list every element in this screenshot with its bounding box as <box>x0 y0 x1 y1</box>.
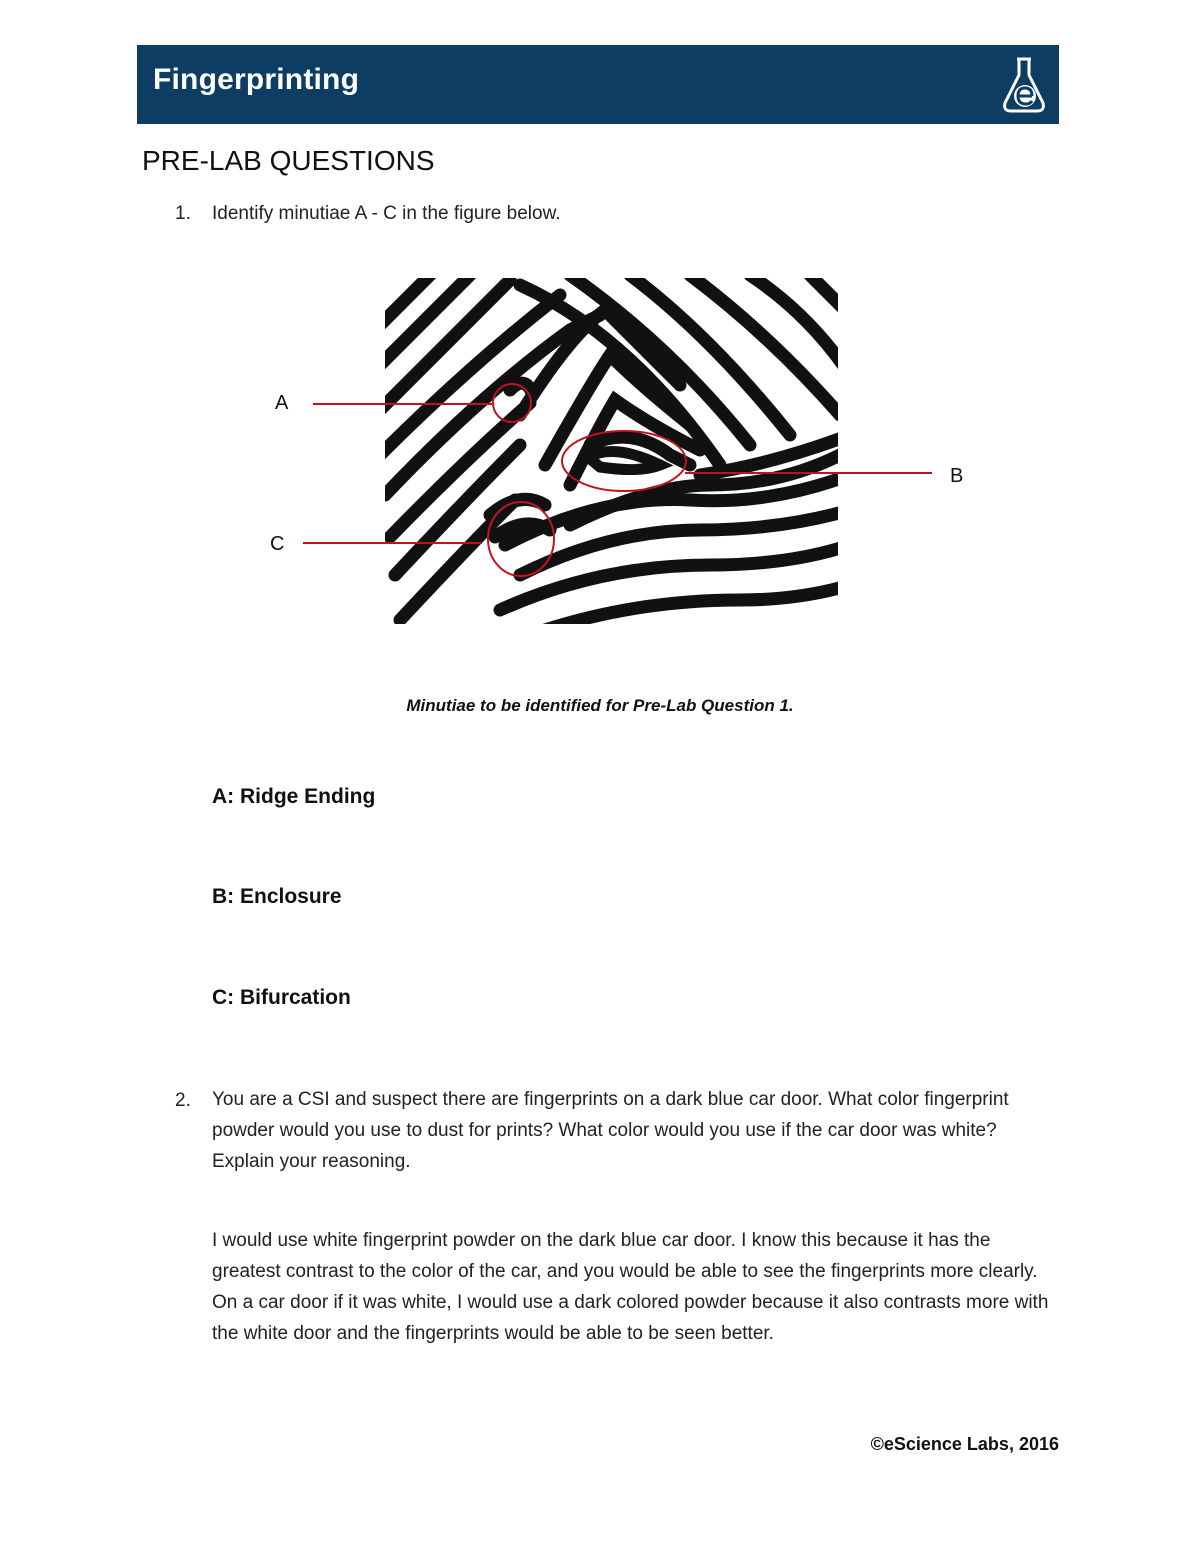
figure-caption: Minutiae to be identified for Pre-Lab Question 1. <box>406 696 794 715</box>
answer-a: A: Ridge Ending <box>212 785 376 808</box>
question-2-answer: I would use white fingerprint powder on the dark blue car door. I know this because it has the greatest contrast to the color of the car, and you would be able to see the fingerprints more clearly. On a car door if it was white, I would use a dark colored powder because it also contrasts more with the white door and the fingerprints would be able to be seen better. <box>212 1230 1049 1344</box>
answer-b: B: Enclosure <box>212 885 342 908</box>
fingerprint-figure <box>270 275 990 627</box>
figure-label-b: B <box>950 465 964 487</box>
header-title: Fingerprinting <box>153 63 360 96</box>
question-2-number: 2. <box>175 1090 191 1111</box>
fingerprint-image <box>270 275 990 627</box>
section-title: PRE-LAB QUESTIONS <box>142 145 435 176</box>
escience-flask-logo-icon <box>999 53 1049 117</box>
figure-label-a: A <box>275 392 289 414</box>
figure-label-c: C <box>270 533 285 555</box>
question-1-text: Identify minutiae A - C in the figure below. <box>212 203 561 224</box>
header-bar <box>137 45 1059 124</box>
question-1-number: 1. <box>175 203 191 224</box>
footer-copyright: ©eScience Labs, 2016 <box>870 1434 1059 1454</box>
question-2-text: You are a CSI and suspect there are fingerprints on a dark blue car door. What color fingerprint powder would you use to dust for prints? What color would you use if the car door was white? Explain your reasoning. <box>212 1089 1009 1172</box>
answer-c: C: Bifurcation <box>212 986 351 1009</box>
